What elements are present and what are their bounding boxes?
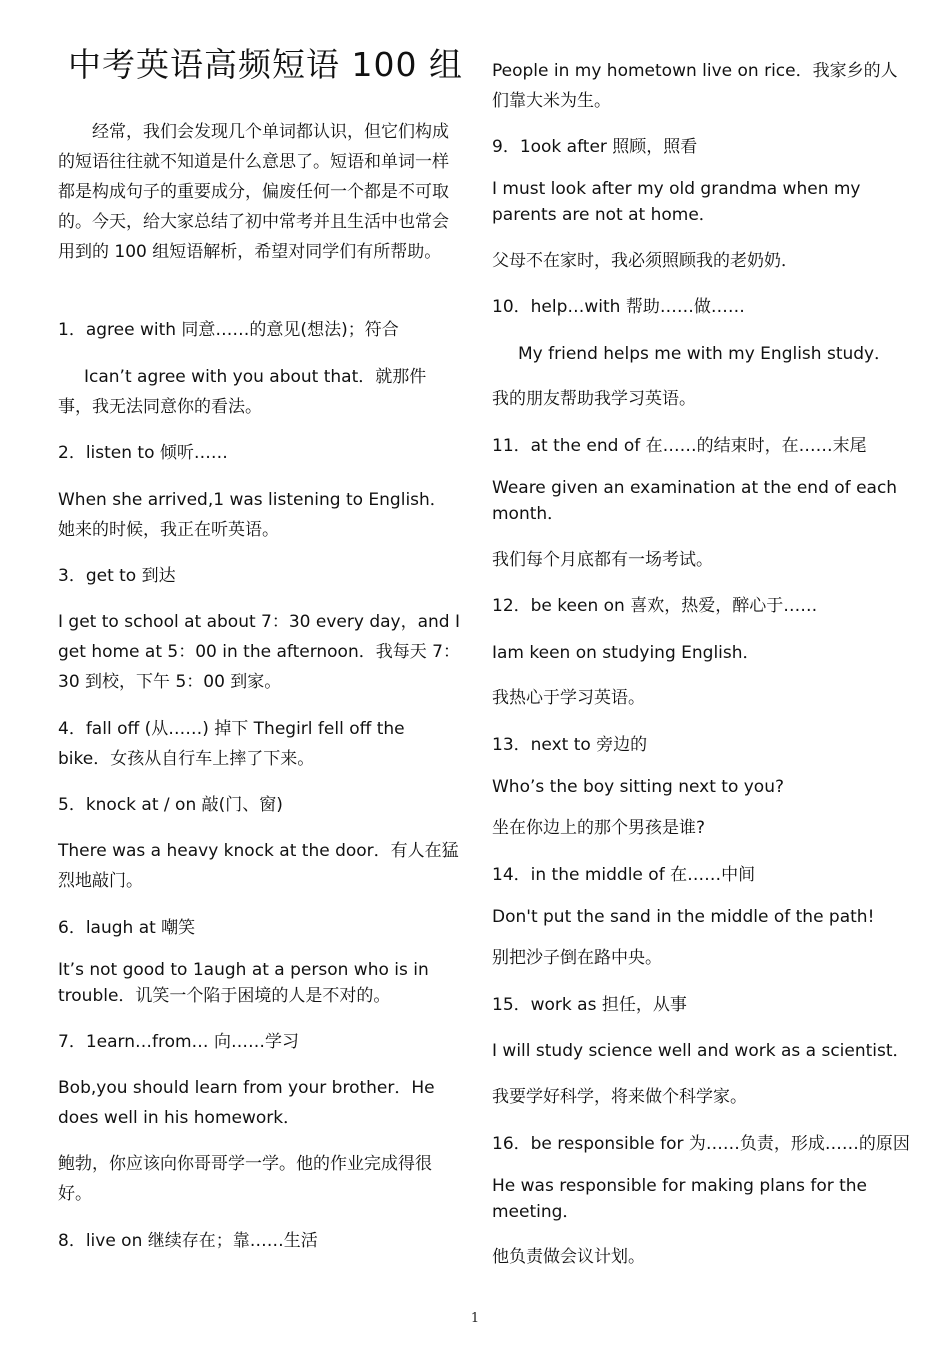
- example-10-en: My friend helps me with my English study．: [518, 344, 892, 364]
- phrase-heading-11: 11．at the end of 在……的结束时，在……末尾: [492, 436, 867, 456]
- phrase-heading-13: 13．next to 旁边的: [492, 735, 648, 755]
- example-7-zh: 鲍勃，你应该向你哥哥学一学。他的作业完成得很好。: [58, 1154, 432, 1204]
- example-16-en: He was responsible for making plans for the meeting．: [492, 1176, 873, 1222]
- example-16-zh: 他负责做会议计划。: [492, 1247, 645, 1267]
- phrase-heading-15: 15．work as 担任，从事: [492, 995, 687, 1015]
- example-13-en: Who’s the boy sitting next to you?: [492, 777, 785, 797]
- example-9-zh: 父母不在家时，我必须照顾我的老奶奶．: [492, 251, 798, 271]
- example-12-en: Iam keen on studying English．: [492, 643, 760, 663]
- phrase-heading-8: 8．live on 继续存在；靠……生活: [58, 1231, 318, 1251]
- page-title: 中考英语高频短语 100 组: [68, 45, 463, 84]
- phrase-heading-7: 7．1earn…from… 向……学习: [58, 1032, 299, 1052]
- phrase-heading-2: 2．listen to 倾听……: [58, 443, 228, 463]
- phrase-heading-1: 1．agree with 同意……的意见(想法)；符合: [58, 320, 399, 340]
- example-14-en: Don't put the sand in the middle of the path!: [492, 907, 875, 927]
- example-7-en: Bob,you should learn from your brother．He does well in his homework．: [58, 1078, 441, 1128]
- intro-paragraph: 经常，我们会发现几个单词都认识，但它们构成的短语往往就不知道是什么意思了。短语和单词一样都是构成句子的重要成分，偏废任何一个都是不可取的。今天，给大家总结了初中常考并且生活中也常会用到的 100 组短语解析，希望对同学们有所帮助。: [58, 122, 449, 262]
- phrase-heading-4: 4．fall off (从……) 掉下 Thegirl fell off the bike．女孩从自行车上摔了下来。: [58, 719, 411, 769]
- example-1: Ican’t agree with you about that．就那件事，我无法同意你的看法。: [58, 367, 427, 417]
- page-number: 1: [470, 1311, 480, 1326]
- example-11-zh: 我们每个月底都有一场考试。: [492, 550, 713, 570]
- example-10-zh: 我的朋友帮助我学习英语。: [492, 389, 696, 409]
- example-6: It’s not good to 1augh at a person who is in trouble．讥笑一个陷于困境的人是不对的。: [58, 960, 435, 1006]
- example-3: I get to school at about 7：30 every day，and I get home at 5：00 in the afternoon．我每天 7：30 到校，下午 5：00 到家。: [58, 612, 466, 692]
- phrase-heading-12: 12．be keen on 喜欢，热爱，醉心于……: [492, 596, 818, 616]
- phrase-heading-3: 3．get to 到达: [58, 566, 176, 586]
- example-9-en: I must look after my old grandma when my parents are not at home．: [492, 179, 866, 225]
- example-14-zh: 别把沙子倒在路中央。: [492, 948, 662, 968]
- phrase-heading-16: 16．be responsible for 为……负责，形成……的原因: [492, 1134, 910, 1154]
- example-2: When she arrived,1 was listening to English．她来的时候，我正在听英语。: [58, 490, 447, 540]
- phrase-heading-9: 9．1ook after 照顾，照看: [492, 137, 698, 157]
- phrase-heading-14: 14．in the middle of 在……中间: [492, 865, 756, 885]
- example-5: There was a heavy knock at the door．有人在猛烈地敲门。: [58, 841, 459, 891]
- example-15-en: I will study science well and work as a scientist．: [492, 1041, 910, 1061]
- phrase-heading-5: 5．knock at / on 敲(门、窗): [58, 795, 283, 815]
- example-8: People in my hometown live on rice．我家乡的人们靠大米为生。: [492, 61, 898, 111]
- example-13-zh: 坐在你边上的那个男孩是谁?: [492, 818, 706, 838]
- phrase-heading-6: 6．laugh at 嘲笑: [58, 918, 196, 938]
- example-12-zh: 我热心于学习英语。: [492, 688, 645, 708]
- phrase-heading-10: 10．help…with 帮助……做……: [492, 297, 745, 317]
- example-11-en: Weare given an examination at the end of each month．: [492, 478, 903, 524]
- example-15-zh: 我要学好科学，将来做个科学家。: [492, 1087, 747, 1107]
